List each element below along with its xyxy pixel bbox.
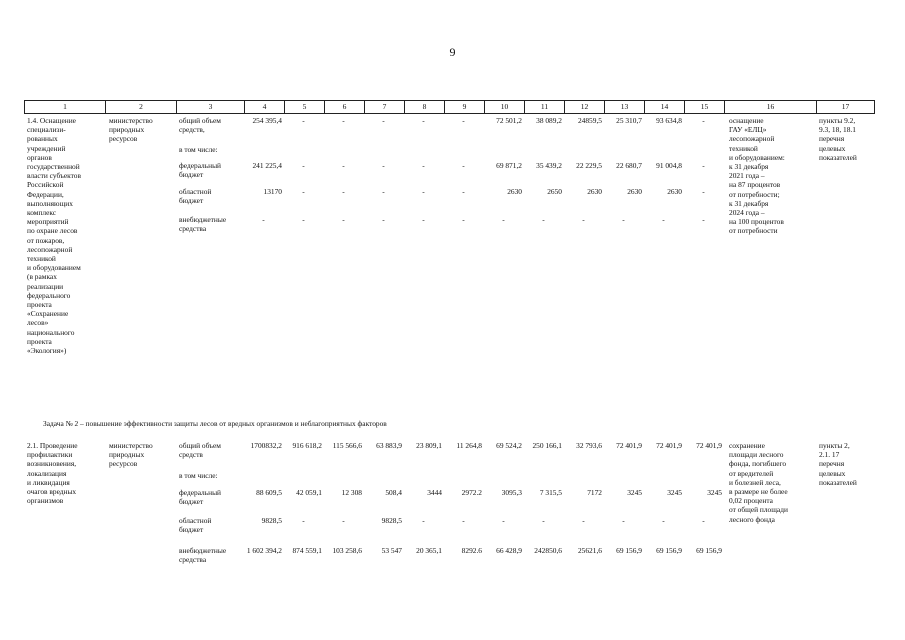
row1-value-cell: - bbox=[382, 187, 385, 196]
header-cell-14: 14 bbox=[644, 101, 684, 113]
table-header bbox=[24, 100, 875, 114]
row1-value-cell: - bbox=[542, 215, 545, 224]
header-cell-13: 13 bbox=[604, 101, 644, 113]
row2-subrow-label: внебюджетные средства bbox=[179, 546, 227, 565]
row2-value-cell: 916 618,2 bbox=[292, 441, 322, 450]
row2-value-cell: 3245 bbox=[707, 488, 722, 497]
row1-value-cell: - bbox=[462, 187, 465, 196]
row2-value-cell: 3245 bbox=[627, 488, 642, 497]
row2-value-cell: 9828,5 bbox=[381, 516, 402, 525]
header-cell-4: 4 bbox=[244, 101, 284, 113]
row1-value-cell: - bbox=[382, 215, 385, 224]
row2-value-cell: 8292.6 bbox=[461, 546, 482, 555]
row1-col2-executor: министерство природных ресурсов bbox=[109, 116, 153, 144]
row1-value-cell: - bbox=[342, 161, 345, 170]
header-cell-11: 11 bbox=[524, 101, 564, 113]
row1-value-cell: 25 310,7 bbox=[616, 116, 642, 125]
row2-subrow-label: общий объем средств bbox=[179, 441, 221, 460]
row2-value-cell: 23 809,1 bbox=[416, 441, 442, 450]
row1-value-cell: - bbox=[422, 116, 425, 125]
row1-value-cell: - bbox=[702, 161, 705, 170]
header-cell-16: 16 bbox=[724, 101, 816, 113]
row1-subrow-label: в том числе: bbox=[179, 145, 218, 154]
row1-value-cell: - bbox=[302, 215, 305, 224]
row1-value-cell: - bbox=[462, 215, 465, 224]
row1-value-cell: 2630 bbox=[507, 187, 522, 196]
row2-value-cell: - bbox=[422, 516, 425, 525]
row1-value-cell: 72 501,2 bbox=[496, 116, 522, 125]
row2-col2-executor: министерство природных ресурсов bbox=[109, 441, 153, 469]
row2-value-cell: 69 156,9 bbox=[616, 546, 642, 555]
row1-value-cell: 22 680,7 bbox=[616, 161, 642, 170]
page-number: 9 bbox=[449, 45, 456, 59]
header-cell-9: 9 bbox=[444, 101, 484, 113]
row1-value-cell: 69 871,2 bbox=[496, 161, 522, 170]
row2-value-cell: 25621,6 bbox=[577, 546, 602, 555]
row2-value-cell: 3095,3 bbox=[501, 488, 522, 497]
row1-value-cell: 241 225,4 bbox=[252, 161, 282, 170]
row2-value-cell: - bbox=[662, 516, 665, 525]
row2-value-cell: 72 401,9 bbox=[616, 441, 642, 450]
header-cell-7: 7 bbox=[364, 101, 404, 113]
row1-value-cell: - bbox=[462, 116, 465, 125]
row2-value-cell: - bbox=[542, 516, 545, 525]
header-cell-3: 3 bbox=[176, 101, 244, 113]
row2-value-cell: - bbox=[302, 516, 305, 525]
row2-value-cell: 103 258,6 bbox=[332, 546, 362, 555]
row1-value-cell: 24859,5 bbox=[577, 116, 602, 125]
row2-value-cell: 7 315,5 bbox=[539, 488, 562, 497]
row1-value-cell: 2650 bbox=[547, 187, 562, 196]
row2-value-cell: 66 428,9 bbox=[496, 546, 522, 555]
row1-value-cell: - bbox=[382, 116, 385, 125]
header-cell-10: 10 bbox=[484, 101, 524, 113]
row1-value-cell: - bbox=[382, 161, 385, 170]
row2-value-cell: 88 609,5 bbox=[256, 488, 282, 497]
row1-value-cell: - bbox=[582, 215, 585, 224]
row1-value-cell: - bbox=[422, 187, 425, 196]
row1-value-cell: - bbox=[302, 161, 305, 170]
header-cell-8: 8 bbox=[404, 101, 444, 113]
row1-col17-indicators: пункты 9.2, 9.3, 18, 18.1 перечня целевых показателей bbox=[819, 116, 857, 162]
row2-value-cell: 1 602 394,2 bbox=[246, 546, 282, 555]
row1-value-cell: - bbox=[422, 215, 425, 224]
header-cell-1: 1 bbox=[24, 101, 105, 113]
row2-value-cell: 250 166,1 bbox=[532, 441, 562, 450]
row1-value-cell: - bbox=[702, 116, 705, 125]
row2-value-cell: 115 566,6 bbox=[332, 441, 362, 450]
row2-value-cell: 1700832,2 bbox=[250, 441, 282, 450]
row1-value-cell: - bbox=[302, 187, 305, 196]
row2-value-cell: 508,4 bbox=[385, 488, 402, 497]
header-cell-2: 2 bbox=[105, 101, 176, 113]
row2-subrow-label: областной бюджет bbox=[179, 516, 212, 535]
row2-value-cell: - bbox=[502, 516, 505, 525]
row2-value-cell: 9828,5 bbox=[261, 516, 282, 525]
row1-subrow-label: областной бюджет bbox=[179, 187, 212, 206]
row1-value-cell: 2630 bbox=[627, 187, 642, 196]
row2-col16-result: сохранение площади лесного фонда, погибшего от вредителей и болезней леса, в размере не более 0,02 процента от общей площади лесного фонда bbox=[729, 441, 788, 524]
row1-col16-result: оснащение ГАУ «ЕЛЦ» лесопожарной техникой и оборудованием: к 31 декабря 2021 года – на 87 процентов от потребности; к 31 декабря 2024 года – на 100 процентов от потребности bbox=[729, 116, 785, 236]
row1-value-cell: 38 089,2 bbox=[536, 116, 562, 125]
row1-value-cell: - bbox=[342, 215, 345, 224]
row1-value-cell: 22 229,5 bbox=[576, 161, 602, 170]
row1-value-cell: 2630 bbox=[667, 187, 682, 196]
row2-value-cell: 3444 bbox=[427, 488, 442, 497]
row2-value-cell: 12 308 bbox=[341, 488, 362, 497]
header-cell-6: 6 bbox=[324, 101, 364, 113]
row2-value-cell: - bbox=[342, 516, 345, 525]
row2-col1-activity: 2.1. Проведение профилактики возникновения, локализация и ликвидация очагов вредных организмов bbox=[27, 441, 78, 506]
row2-value-cell: 242850,6 bbox=[534, 546, 562, 555]
row2-value-cell: 69 524,2 bbox=[496, 441, 522, 450]
row2-value-cell: 63 883,9 bbox=[376, 441, 402, 450]
row1-col1-activity: 1.4. Оснащение специализи- рованных учреждений органов государственной власти субъектов Российской Федерации, выполняющих комплекс мероприятий по охране лесов от пожаров, лесопожарной техникой и оборудованием (в рамках реализации федерального проекта «Сохранение лесов» национального проекта «Экология») bbox=[27, 116, 81, 356]
row1-subrow-label: федеральный бюджет bbox=[179, 161, 221, 180]
row2-value-cell: 72 401,9 bbox=[696, 441, 722, 450]
row2-value-cell: 53 547 bbox=[381, 546, 402, 555]
header-cell-17: 17 bbox=[816, 101, 875, 113]
row1-value-cell: 35 439,2 bbox=[536, 161, 562, 170]
row2-value-cell: 69 156,9 bbox=[656, 546, 682, 555]
header-cell-5: 5 bbox=[284, 101, 324, 113]
row1-subrow-label: внебюджетные средства bbox=[179, 215, 227, 234]
row1-value-cell: - bbox=[262, 215, 265, 224]
row2-value-cell: 69 156,9 bbox=[696, 546, 722, 555]
row2-value-cell: 42 059,1 bbox=[296, 488, 322, 497]
header-cell-12: 12 bbox=[564, 101, 604, 113]
row2-value-cell: - bbox=[622, 516, 625, 525]
row2-value-cell: - bbox=[702, 516, 705, 525]
row1-value-cell: - bbox=[662, 215, 665, 224]
row2-value-cell: - bbox=[582, 516, 585, 525]
row2-value-cell: - bbox=[462, 516, 465, 525]
row1-value-cell: - bbox=[462, 161, 465, 170]
row1-subrow-label: общий объем средств, bbox=[179, 116, 221, 135]
row1-value-cell: 254 395,4 bbox=[252, 116, 282, 125]
row1-value-cell: 2630 bbox=[587, 187, 602, 196]
row2-value-cell: 2972.2 bbox=[461, 488, 482, 497]
row1-value-cell: - bbox=[622, 215, 625, 224]
row1-value-cell: 91 004,8 bbox=[656, 161, 682, 170]
row2-value-cell: 7172 bbox=[587, 488, 602, 497]
row2-subrow-label: федеральный бюджет bbox=[179, 488, 221, 507]
row2-subrow-label: в том числе: bbox=[179, 471, 218, 480]
row2-value-cell: 72 401,9 bbox=[656, 441, 682, 450]
row1-value-cell: - bbox=[702, 187, 705, 196]
row2-value-cell: 32 793,6 bbox=[576, 441, 602, 450]
row2-value-cell: 874 559,1 bbox=[292, 546, 322, 555]
row1-value-cell: 93 634,8 bbox=[656, 116, 682, 125]
row1-value-cell: - bbox=[342, 187, 345, 196]
row2-value-cell: 20 365,1 bbox=[416, 546, 442, 555]
row1-value-cell: - bbox=[342, 116, 345, 125]
row1-value-cell: - bbox=[702, 215, 705, 224]
row2-col17-indicators: пункты 2, 2.1. 17 перечня целевых показателей bbox=[819, 441, 857, 487]
row1-value-cell: - bbox=[422, 161, 425, 170]
row1-value-cell: 13170 bbox=[263, 187, 282, 196]
task2-heading: Задача № 2 – повышение эффективности защиты лесов от вредных организмов и неблагоприятных факторов bbox=[43, 419, 387, 428]
row1-value-cell: - bbox=[502, 215, 505, 224]
row1-value-cell: - bbox=[302, 116, 305, 125]
row2-value-cell: 11 264,8 bbox=[456, 441, 482, 450]
row2-value-cell: 3245 bbox=[667, 488, 682, 497]
header-cell-15: 15 bbox=[684, 101, 724, 113]
